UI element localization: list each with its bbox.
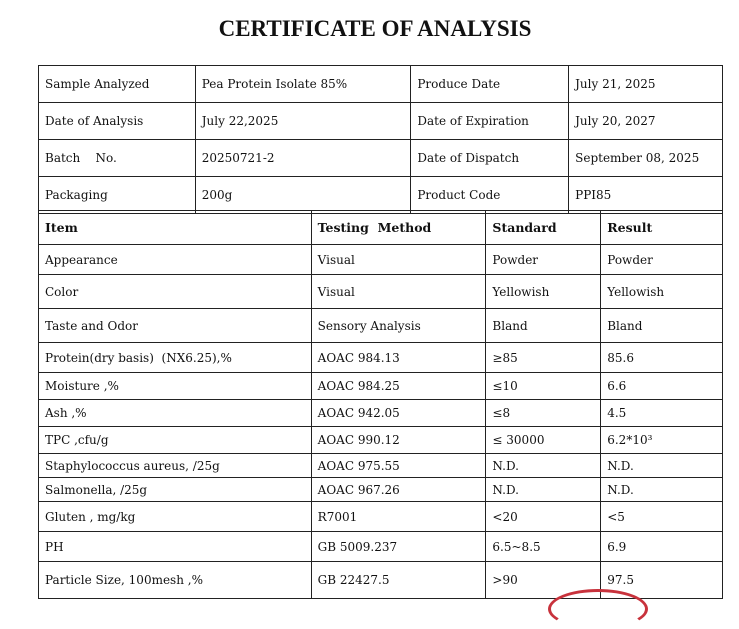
method-cell: AOAC 975.55 [311, 454, 486, 478]
table-row [39, 275, 723, 309]
result-cell: 6.6 [601, 373, 723, 400]
info-value: 200g [195, 177, 411, 214]
method-cell: Sensory Analysis [311, 309, 486, 343]
method-cell: GB 5009.237 [311, 532, 486, 562]
info-label: Date of Dispatch [411, 140, 569, 177]
standard-cell: >90 [486, 562, 601, 599]
info-label: Batch No. [39, 140, 196, 177]
standard-cell: Powder [486, 245, 601, 275]
method-cell: Visual [311, 245, 486, 275]
info-label: Date of Expiration [411, 103, 569, 140]
result-cell: N.D. [601, 454, 723, 478]
table-row [39, 309, 723, 343]
result-cell: Bland [601, 309, 723, 343]
item-cell: Moisture ,% [39, 373, 312, 400]
result-cell: Yellowish [601, 275, 723, 309]
standard-cell: N.D. [486, 478, 601, 502]
item-cell: Appearance [39, 245, 312, 275]
method-cell: AOAC 942.05 [311, 400, 486, 427]
item-cell: Staphylococcus aureus, /25g [39, 454, 312, 478]
method-cell: GB 22427.5 [311, 562, 486, 599]
info-label: Sample Analyzed [39, 66, 196, 103]
standard-cell: 6.5~8.5 [486, 532, 601, 562]
info-row [39, 66, 723, 103]
info-value: Pea Protein Isolate 85% [195, 66, 411, 103]
method-cell: AOAC 990.12 [311, 427, 486, 454]
result-cell: 6.9 [601, 532, 723, 562]
info-value: PPI85 [569, 177, 723, 214]
info-label: Date of Analysis [39, 103, 196, 140]
info-value: 20250721-2 [195, 140, 411, 177]
info-label: Product Code [411, 177, 569, 214]
table-row [39, 454, 723, 478]
info-row [39, 140, 723, 177]
table-row [39, 245, 723, 275]
method-cell: R7001 [311, 502, 486, 532]
result-cell: 85.6 [601, 343, 723, 373]
standard-cell: ≤10 [486, 373, 601, 400]
item-cell: Gluten , mg/kg [39, 502, 312, 532]
table-row [39, 502, 723, 532]
item-cell: Ash ,% [39, 400, 312, 427]
item-cell: Color [39, 275, 312, 309]
column-header-standard: Standard [486, 211, 601, 245]
document-title: CERTIFICATE OF ANALYSIS [218, 16, 532, 41]
standard-cell: <20 [486, 502, 601, 532]
item-cell: Protein(dry basis) (NX6.25),% [39, 343, 312, 373]
item-cell: Particle Size, 100mesh ,% [39, 562, 312, 599]
result-cell: 4.5 [601, 400, 723, 427]
sample-info-table [38, 65, 723, 214]
table-row [39, 373, 723, 400]
table-row [39, 400, 723, 427]
standard-cell: N.D. [486, 454, 601, 478]
method-cell: AOAC 984.25 [311, 373, 486, 400]
info-label: Packaging [39, 177, 196, 214]
table-header-row [39, 211, 723, 245]
table-row [39, 343, 723, 373]
info-value: July 20, 2027 [569, 103, 723, 140]
info-value: July 22,2025 [195, 103, 411, 140]
method-cell: Visual [311, 275, 486, 309]
standard-cell: Bland [486, 309, 601, 343]
column-header-method: Testing Method [311, 211, 486, 245]
method-cell: AOAC 967.26 [311, 478, 486, 502]
result-cell: <5 [601, 502, 723, 532]
info-value: September 08, 2025 [569, 140, 723, 177]
table-row [39, 532, 723, 562]
table-row [39, 427, 723, 454]
info-row [39, 177, 723, 214]
item-cell: TPC ,cfu/g [39, 427, 312, 454]
info-row [39, 103, 723, 140]
result-cell: Powder [601, 245, 723, 275]
item-cell: Salmonella, /25g [39, 478, 312, 502]
company-seal-stamp [548, 589, 648, 629]
result-cell: N.D. [601, 478, 723, 502]
method-cell: AOAC 984.13 [311, 343, 486, 373]
test-results-table [38, 210, 723, 599]
column-header-item: Item [39, 211, 312, 245]
standard-cell: ≤ 30000 [486, 427, 601, 454]
item-cell: PH [39, 532, 312, 562]
info-label: Produce Date [411, 66, 569, 103]
result-cell: 6.2*10³ [601, 427, 723, 454]
info-value: July 21, 2025 [569, 66, 723, 103]
standard-cell: Yellowish [486, 275, 601, 309]
standard-cell: ≥85 [486, 343, 601, 373]
item-cell: Taste and Odor [39, 309, 312, 343]
column-header-result: Result [601, 211, 723, 245]
result-cell: 97.5 [601, 562, 723, 599]
standard-cell: ≤8 [486, 400, 601, 427]
table-row [39, 478, 723, 502]
